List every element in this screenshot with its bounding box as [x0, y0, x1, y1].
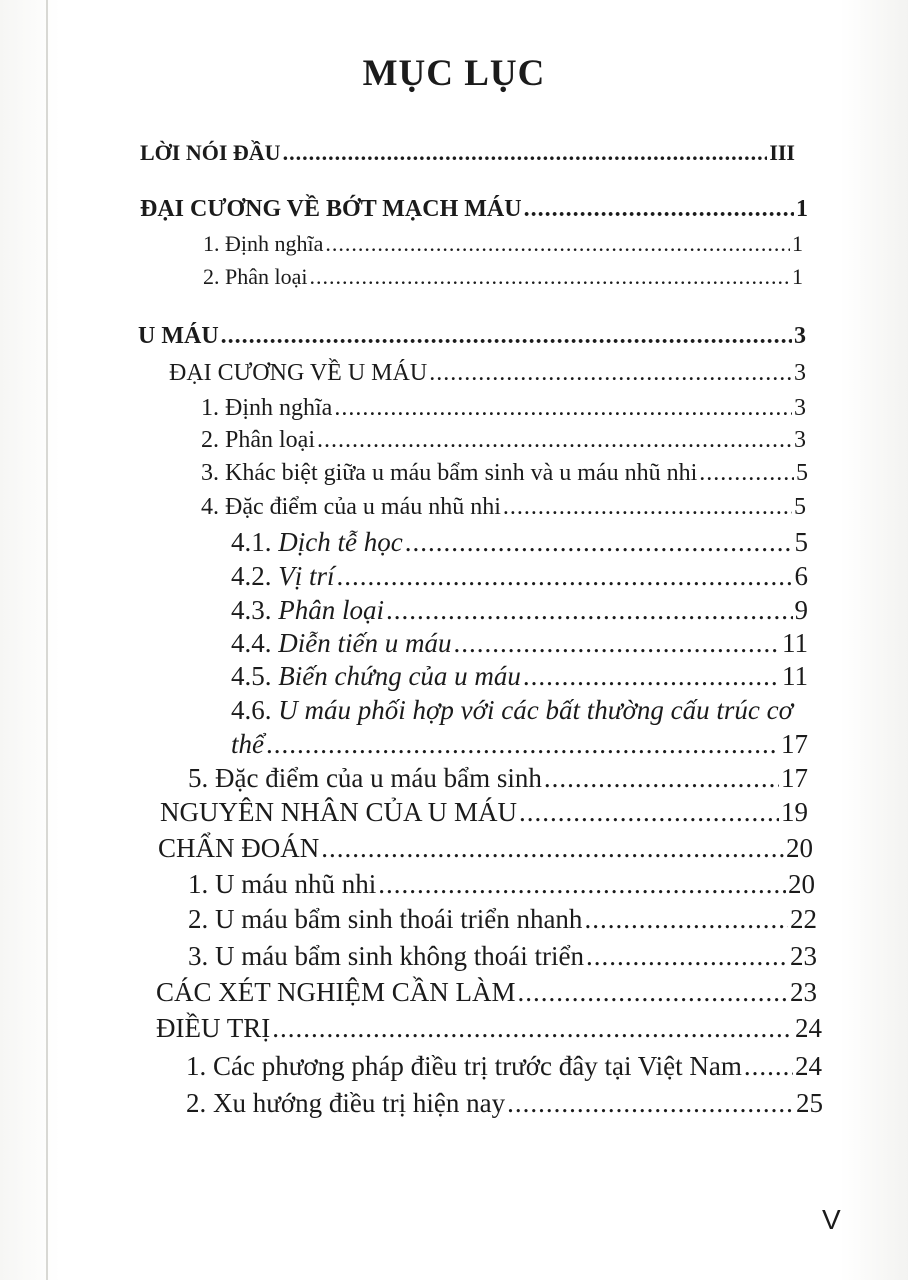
- toc-entry-dac-diem-nhu-nhi: [201, 495, 806, 519]
- toc-entry-label: ĐIỀU TRỊ: [156, 1013, 271, 1043]
- toc-entry-khong-thoai-trien: [188, 943, 817, 970]
- toc-entry-label: [231, 563, 335, 590]
- dot-leader: [503, 495, 792, 519]
- toc-entry-label: [231, 597, 384, 624]
- dot-leader: [453, 630, 780, 657]
- toc-entry-label: U MÁU: [138, 323, 219, 349]
- toc-page-number: 23: [790, 941, 817, 971]
- toc-entry-title: Phân loại: [278, 595, 384, 625]
- toc-page-number: 3: [794, 395, 806, 421]
- toc-entry-phan-loai-2: [201, 428, 806, 452]
- toc-entry-xet-nghiem: [156, 979, 817, 1006]
- dot-leader: [586, 943, 788, 970]
- toc-entry-label: 1. Định nghĩa: [201, 395, 333, 421]
- toc-entry-label: 1. Các phương pháp điều trị trước đây tại Việt Nam: [186, 1051, 742, 1081]
- toc-entry-title: Diễn tiến u máu: [278, 628, 452, 658]
- toc-entry-number: 4.3.: [231, 595, 272, 625]
- toc-page-number: 6: [794, 561, 808, 591]
- toc-page-number: 20: [788, 869, 815, 899]
- toc-entry-label: [231, 529, 403, 556]
- page-title: MỤC LỤC: [362, 53, 546, 94]
- toc-entry-number: 4.1.: [231, 527, 272, 557]
- toc-page-number: 3: [794, 360, 806, 386]
- toc-page-number: 24: [795, 1013, 822, 1043]
- toc-entry-chan-doan: [158, 835, 813, 862]
- toc-entry-title: Dịch tễ học: [278, 527, 403, 557]
- toc-entry-khac-biet: [201, 461, 808, 485]
- toc-entry-xu-huong: [186, 1090, 823, 1117]
- toc-entry-dinh-nghia: [203, 233, 803, 255]
- toc-entry-label: 5. Đặc điểm của u máu bẩm sinh: [188, 763, 542, 793]
- toc-entry-phoi-hop-line1: [231, 697, 793, 724]
- toc-entry-label: 3. Khác biệt giữa u máu bẩm sinh và u máu nhũ nhi: [201, 460, 698, 486]
- dot-leader: [272, 1015, 793, 1042]
- toc-entry-label: 2. U máu bẩm sinh thoái triển nhanh: [188, 904, 583, 934]
- toc-entry-label: 2. Phân loại: [203, 264, 308, 289]
- toc-page-number: 1: [796, 196, 808, 222]
- toc-entry-phuong-phap-truoc-day: [186, 1053, 822, 1080]
- dot-leader: [744, 1053, 793, 1080]
- toc-page-number: 5: [794, 527, 808, 557]
- toc-entry-dai-cuong-bot: [140, 197, 808, 221]
- toc-entry-label: 4. Đặc điểm của u máu nhũ nhi: [201, 494, 501, 520]
- dot-leader: [221, 324, 792, 348]
- toc-page-number: 24: [795, 1051, 822, 1081]
- toc-entry-label: NGUYÊN NHÂN CỦA U MÁU: [160, 797, 517, 827]
- dot-leader: [429, 361, 792, 385]
- toc-entry-title: U máu phối hợp với các bất thường cấu trúc cơ: [278, 695, 794, 725]
- toc-entry-number: 4.4.: [231, 628, 272, 658]
- dot-leader: [325, 233, 790, 255]
- toc-page-number: 19: [781, 797, 808, 827]
- toc-page-number: 11: [782, 661, 808, 691]
- toc-entry-nguyen-nhan: [160, 799, 808, 826]
- dot-leader: [699, 461, 794, 485]
- dot-leader: [523, 663, 780, 690]
- toc-entry-label: 1. Định nghĩa: [203, 231, 324, 256]
- toc-page-number: 22: [790, 904, 817, 934]
- toc-entry-title-cont: thể: [231, 729, 264, 759]
- dot-leader: [518, 979, 788, 1006]
- toc-entry-bien-chung: [231, 663, 808, 690]
- toc-page-number: 5: [794, 494, 806, 520]
- dot-leader: [334, 396, 792, 420]
- toc-page-number: 17: [781, 763, 808, 793]
- toc-entry-loi-noi-dau: [140, 142, 795, 164]
- toc-entry-number: 4.6.: [231, 695, 272, 725]
- toc-entry-label: LỜI NÓI ĐẦU: [140, 140, 281, 165]
- dot-leader: [337, 563, 793, 590]
- dot-leader: [507, 1090, 794, 1117]
- toc-entry-label: [231, 663, 521, 690]
- toc-entry-u-mau: [138, 324, 806, 348]
- toc-entry-label: CÁC XÉT NGHIỆM CẦN LÀM: [156, 977, 516, 1007]
- toc-page-number: 3: [794, 323, 806, 349]
- toc-entry-vi-tri: [231, 563, 808, 590]
- toc-page-number: 1: [792, 264, 803, 289]
- toc-entry-dieu-tri: [156, 1015, 822, 1042]
- toc-entry-label: ĐẠI CƯƠNG VỀ BỚT MẠCH MÁU: [140, 196, 522, 222]
- toc-entry-dai-cuong-u-mau: [169, 361, 806, 385]
- toc-page-number: 25: [796, 1088, 823, 1118]
- toc-entry-u-mau-nhu-nhi: [188, 871, 815, 898]
- toc-entry-number: 4.2.: [231, 561, 272, 591]
- dot-leader: [405, 529, 793, 556]
- toc-entry-label: 1. U máu nhũ nhi: [188, 869, 377, 899]
- toc-entry-phan-loai: [203, 266, 803, 288]
- page-folio: V: [822, 1204, 841, 1235]
- toc-entry-label: CHẨN ĐOÁN: [158, 833, 320, 863]
- toc-entry-phan-loai-3: [231, 597, 808, 624]
- toc-entry-dich-te-hoc: [231, 529, 808, 556]
- dot-leader: [321, 835, 784, 862]
- toc-entry-dien-tien: [231, 630, 808, 657]
- toc-entry-title: Biến chứng của u máu: [278, 661, 521, 691]
- dot-leader: [310, 266, 791, 288]
- toc-entry-label: ĐẠI CƯƠNG VỀ U MÁU: [169, 360, 428, 386]
- toc-page-number: 1: [792, 231, 803, 256]
- toc-entry-phoi-hop-line2: [231, 731, 808, 758]
- dot-leader: [544, 765, 779, 792]
- toc-page-number: III: [769, 140, 795, 165]
- toc-entry-number: 4.5.: [231, 661, 272, 691]
- toc-entry-dac-diem-bam-sinh: [188, 765, 808, 792]
- toc-page-number: 11: [782, 628, 808, 658]
- toc-page-number: 23: [790, 977, 817, 1007]
- dot-leader: [584, 906, 788, 933]
- dot-leader: [524, 197, 794, 221]
- toc-entry-label: 3. U máu bẩm sinh không thoái triển: [188, 941, 584, 971]
- dot-leader: [283, 142, 768, 164]
- toc-entry-label: [231, 630, 451, 657]
- dot-leader: [378, 871, 786, 898]
- toc-entry-thoai-trien-nhanh: [188, 906, 817, 933]
- dot-leader: [317, 428, 792, 452]
- toc-entry-label: 2. Phân loại: [201, 427, 315, 453]
- dot-leader: [519, 799, 779, 826]
- toc-entry-title: Vị trí: [278, 561, 335, 591]
- toc-page-number: 20: [786, 833, 813, 863]
- dot-leader: [266, 731, 779, 758]
- toc-page-number: 9: [794, 595, 808, 625]
- toc-page-number: 17: [781, 729, 808, 759]
- toc-entry-label: 2. Xu hướng điều trị hiện nay: [186, 1088, 506, 1118]
- toc-entry-dinh-nghia-2: [201, 396, 806, 420]
- toc-page-number: 5: [796, 460, 808, 486]
- dot-leader: [386, 597, 793, 624]
- toc-page-number: 3: [794, 427, 806, 453]
